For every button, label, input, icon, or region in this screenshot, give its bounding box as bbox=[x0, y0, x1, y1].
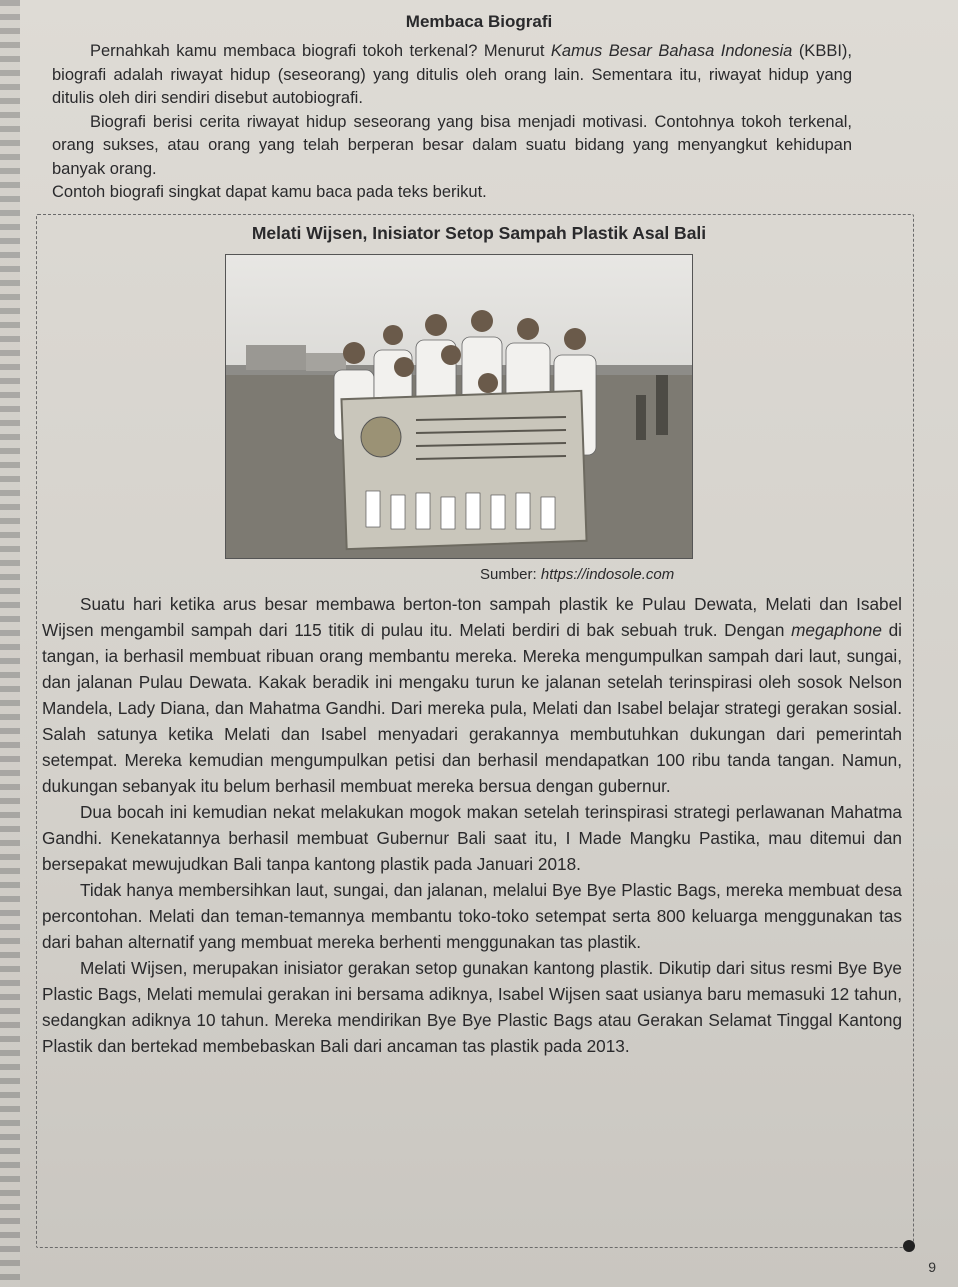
body-paragraph-3: Tidak hanya membersihkan laut, sungai, dan jalanan, melalui Bye Bye Plastic Bags, mereka membuat desa percontohan. Melati dan teman-temannya membantu toko-toko setempat serta 800 keluarga menggunakan tas dari bahan alternatif yang membuat mereka berhenti menggunakan tas plastik. bbox=[42, 880, 902, 952]
intro-paragraph-2: Biografi berisi cerita riwayat hidup seseorang yang bisa menjadi motivasi. Contohnya tokoh terkenal, orang sukses, atau orang yang telah berperan besar dalam suatu bidang yang menyangkut kehidupan banyak orang. bbox=[52, 112, 852, 178]
body-paragraph-4: Melati Wijsen, merupakan inisiator gerakan setop gunakan kantong plastik. Dikutip dari situs resmi Bye Bye Plastic Bags, Melati memulai gerakan ini bersama adiknya, Isabel Wijsen saat usianya baru memasuki 12 tahun, sedangkan adiknya 10 tahun. Mereka mendirikan Bye Bye Plastic Bags atau Gerakan Selamat Tinggal Kantong Plastik dan bertekad membebaskan Bali dari ancaman tas plastik pada 2013. bbox=[42, 958, 902, 1056]
decorative-dot bbox=[903, 1240, 915, 1252]
biography-title: Melati Wijsen, Inisiator Setop Sampah Plastik Asal Bali bbox=[251, 223, 707, 243]
megaphone-term: megaphone bbox=[791, 620, 882, 640]
group-photo bbox=[225, 254, 693, 559]
photo-source: Sumber: https://indosole.com bbox=[480, 566, 675, 583]
group-photo-illustration bbox=[226, 255, 692, 558]
kbbi-title: Kamus Besar Bahasa Indonesia bbox=[550, 42, 793, 60]
body-paragraph-1: Suatu hari ketika arus besar membawa berton-ton sampah plastik ke Pulau Dewata, Melati dan Isabel Wijsen mengambil sampah dari 115 titik di pulau itu. Melati berdiri di bak sebuah truk. Dengan megaphone di tangan, ia berhasil membuat ribuan orang membantu mereka. Mereka mengumpulkan sampah dari laut, sungai, dan jalanan Pulau Dewata. Kakak beradik ini mengaku turun ke jalanan setelah terinspirasi oleh sosok Nelson Mandela, Lady Diana, dan Mahatma Gandhi. Dari mereka pula, Melati dan Isabel belajar strategi gerakan sosial. Salah satunya ketika Melati dan Isabel menyadari gerakannya membutuhkan dukungan dari pemerintah setempat. Mereka kemudian mengumpulkan petisi dan berhasil mendapatkan 100 ribu tanda tangan. Namun, dukungan sebanyak itu belum berhasil membuat mereka bersua dengan gubernur. bbox=[42, 594, 902, 796]
intro-section bbox=[52, 40, 852, 205]
biography-body bbox=[42, 591, 902, 1059]
spiral-binding bbox=[0, 0, 20, 1287]
intro-paragraph-3: Contoh biografi singkat dapat kamu baca pada teks berikut. bbox=[52, 183, 487, 201]
intro-paragraph-1: Pernahkah kamu membaca biografi tokoh terkenal? Menurut Kamus Besar Bahasa Indonesia (KBBI), biografi adalah riwayat hidup (seseorang) yang ditulis oleh orang lain. Sementara itu, riwayat hidup yang ditulis oleh diri sendiri disebut autobiografi. bbox=[52, 42, 852, 107]
body-paragraph-2: Dua bocah ini kemudian nekat melakukan mogok makan setelah terinspirasi strategi perlawanan Mahatma Gandhi. Kenekatannya berhasil membuat Gubernur Bali saat itu, I Made Mangku Pastika, mau ditemui dan bersepakat mewujudkan Bali tanpa kantong plastik pada Januari 2018. bbox=[42, 802, 902, 874]
page-number: 9 bbox=[928, 1259, 936, 1275]
page-title: Membaca Biografi bbox=[405, 12, 553, 31]
source-url: https://indosole.com bbox=[540, 566, 675, 583]
